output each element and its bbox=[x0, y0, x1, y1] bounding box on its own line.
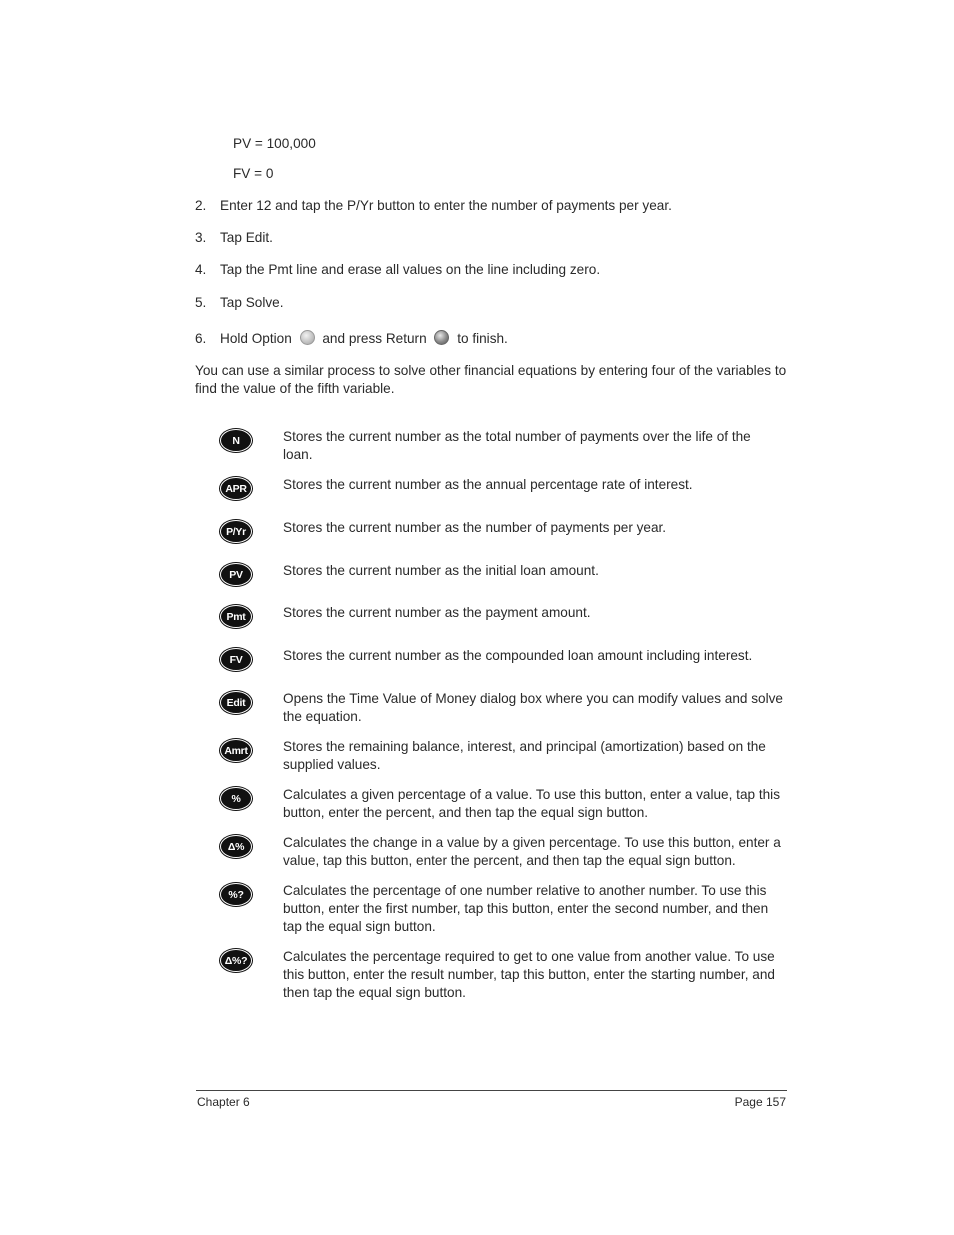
edit-button-icon: Edit bbox=[220, 691, 252, 714]
fv-button-description: Stores the current number as the compounded loan amount including interest. bbox=[283, 648, 753, 663]
step-text-part: and press Return bbox=[322, 331, 427, 346]
amrt-button-icon: Amrt bbox=[220, 739, 252, 762]
pyr-button-description: Stores the current number as the number of payments per year. bbox=[283, 520, 667, 535]
amrt-button-description: Stores the remaining balance, interest, and principal (amortization) based on the supplied values. bbox=[283, 739, 766, 772]
pv-value: PV = 100,000 bbox=[233, 136, 316, 151]
step-text-part: Hold Option bbox=[220, 331, 292, 346]
step-text: Tap Edit. bbox=[220, 230, 273, 245]
option-key-icon bbox=[300, 330, 315, 345]
step-text: Tap Solve. bbox=[220, 295, 284, 310]
fv-value: FV = 0 bbox=[233, 166, 274, 181]
delta-percent-button-icon: Δ% bbox=[220, 835, 252, 858]
apr-button-description: Stores the current number as the annual percentage rate of interest. bbox=[283, 477, 693, 492]
delta-percent-query-button-icon: Δ%? bbox=[220, 949, 252, 972]
pmt-button-description: Stores the current number as the payment amount. bbox=[283, 605, 591, 620]
step-text-part: to finish. bbox=[457, 331, 508, 346]
fv-button-icon: FV bbox=[220, 648, 252, 671]
n-button-icon: N bbox=[220, 429, 252, 452]
step-text: Tap the Pmt line and erase all values on the line including zero. bbox=[220, 262, 601, 277]
intro-paragraph: You can use a similar process to solve other financial equations by entering four of the variables to find the value of the fifth variable. bbox=[195, 363, 787, 396]
step-text bbox=[220, 330, 508, 348]
percent-query-button-icon: %? bbox=[220, 883, 252, 906]
pmt-button-icon: Pmt bbox=[220, 605, 252, 628]
step-number: 2. bbox=[195, 198, 207, 213]
pyr-button-icon: P/Yr bbox=[220, 520, 252, 543]
n-button-description: Stores the current number as the total number of payments over the life of the loan. bbox=[283, 429, 751, 462]
percent-button-description: Calculates a given percentage of a value. To use this button, enter a value, tap this button, enter the percent, and then tap the equal sign button. bbox=[283, 787, 780, 820]
footer-page-number: Page 157 bbox=[734, 1095, 786, 1109]
step-text: Enter 12 and tap the P/Yr button to enter the number of payments per year. bbox=[220, 198, 672, 213]
return-key-icon bbox=[434, 330, 449, 345]
edit-button-description: Opens the Time Value of Money dialog box where you can modify values and solve the equation. bbox=[283, 691, 783, 724]
step-number: 3. bbox=[195, 230, 207, 245]
footer-divider bbox=[196, 1090, 787, 1091]
delta-percent-button-description: Calculates the change in a value by a given percentage. To use this button, enter a value, tap this button, enter the percent, and then tap the equal sign button. bbox=[283, 835, 781, 868]
footer-chapter: Chapter 6 bbox=[197, 1095, 250, 1109]
percent-button-icon: % bbox=[220, 787, 252, 810]
step-number: 5. bbox=[195, 295, 207, 310]
step-number: 4. bbox=[195, 262, 207, 277]
percent-query-button-description: Calculates the percentage of one number relative to another number. To use this button, enter the first number, tap this button, enter the second number, and then tap the equal sign button. bbox=[283, 883, 769, 934]
pv-button-icon: PV bbox=[220, 563, 252, 586]
delta-percent-query-button-description: Calculates the percentage required to get to one value from another value. To use this button, enter the result number, tap this button, enter the starting number, and then tap the equal sign button. bbox=[283, 949, 775, 1000]
step-number: 6. bbox=[195, 331, 207, 346]
apr-button-icon: APR bbox=[220, 477, 252, 500]
pv-button-description: Stores the current number as the initial loan amount. bbox=[283, 563, 599, 578]
